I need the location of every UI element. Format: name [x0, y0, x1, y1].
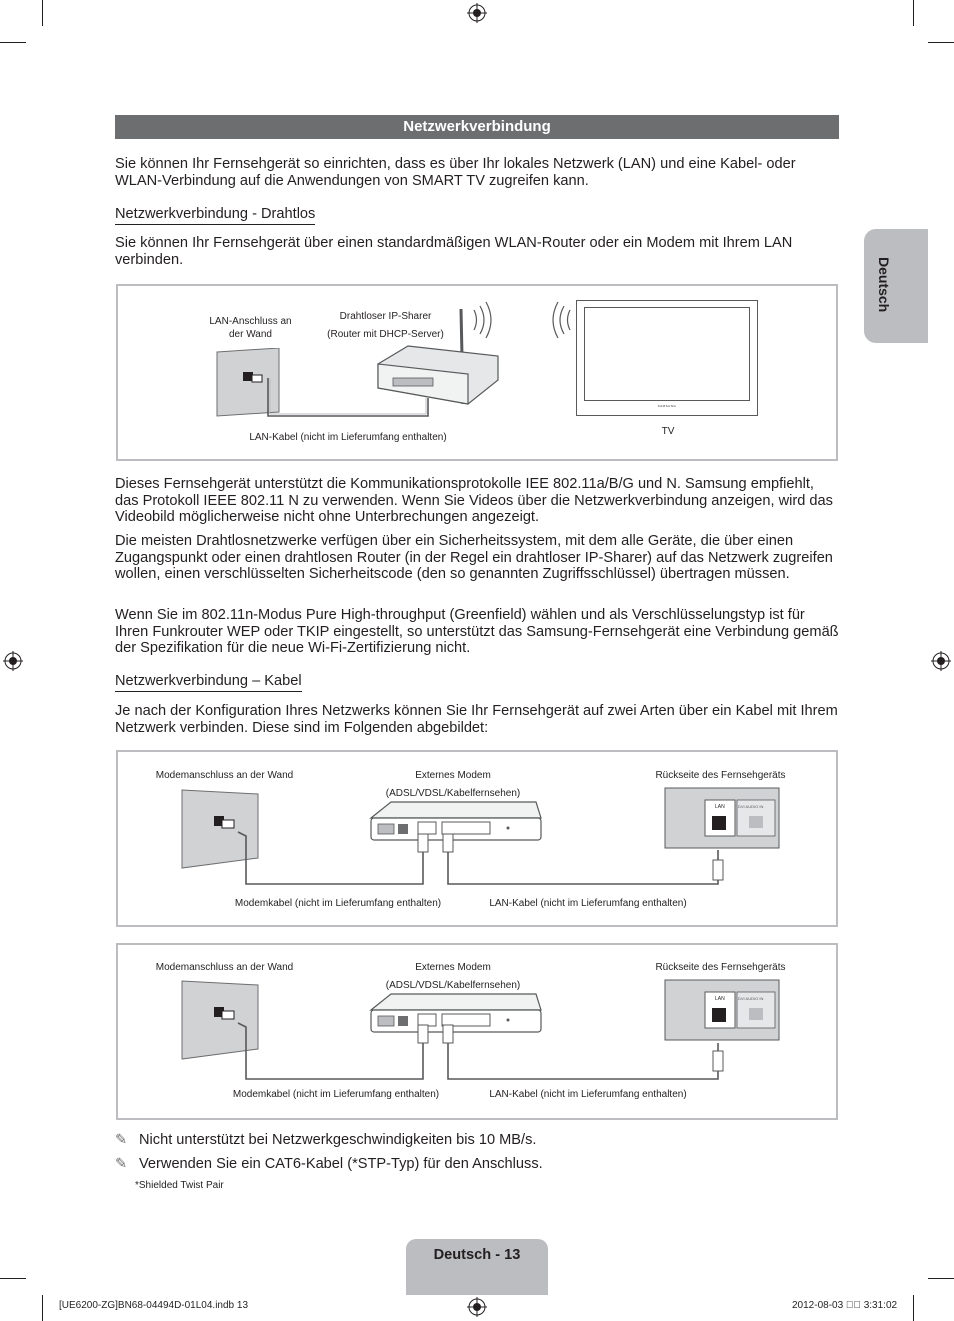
lan-cable-label: LAN-Kabel (nicht im Lieferumfang enthalten) [489, 1089, 687, 1100]
crop-mark [928, 42, 954, 43]
wireless-heading: Netzwerkverbindung - Drahtlos [115, 205, 315, 225]
tv-back-label: Rückseite des Fernsehgeräts [655, 962, 786, 973]
external-modem-label-line1: Externes Modem [415, 962, 491, 973]
wired-intro: Je nach der Konfiguration Ihres Netzwerks können Sie Ihr Fernsehgerät auf zwei Arten über ein Kabel mit Ihrem Netzwerk verbinden. Diese sind im Folgenden abgebildet: [115, 703, 838, 736]
router-label-line2: (Router mit DHCP-Server) [327, 329, 444, 340]
wired-diagram-2 [116, 943, 838, 1120]
footnote: *Shielded Twist Pair [135, 1180, 224, 1191]
wired-cables [218, 822, 738, 892]
greenfield-paragraph: Wenn Sie im 802.11n-Modus Pure High-throughput (Greenfield) wählen und als Verschlüsselungstyp ist für Ihren Funkrouter WEP oder TKIP eingestellt, so unterstützt das Samsung-Fernsehgerät eine Verbindung gemäß der Spezifikation für die neue Wi-Fi-Zertifizierung nicht. [115, 607, 839, 657]
crop-mark [928, 1278, 954, 1279]
note-pencil-icon: ✎ [115, 1156, 128, 1172]
lan-port-label: LAN [715, 804, 725, 810]
registration-mark-icon [3, 651, 23, 671]
note-speed-text: Nicht unterstützt bei Netzwerkgeschwindigkeiten bis 10 MB/s. [139, 1132, 537, 1148]
router-label-line1: Drahtloser IP-Sharer [339, 311, 432, 322]
crop-mark [42, 0, 43, 26]
note-speed [115, 1132, 536, 1149]
wall-lan-label [198, 315, 303, 341]
tv-illustration [576, 300, 758, 416]
tv-screen [584, 307, 750, 401]
print-slug-file: [UE6200-ZG]BN68-04494D-01L04.indb 13 [59, 1300, 249, 1311]
modem-wall-label: Modemanschluss an der Wand [155, 962, 294, 973]
wired-cables [218, 1013, 738, 1083]
registration-mark-icon [467, 3, 487, 23]
note-pencil-icon: ✎ [115, 1132, 128, 1148]
security-paragraph: Die meisten Drahtlosnetzwerke verfügen über ein Sicherheitssystem, mit dem alle Geräte, die über einen Zugangspunkt oder einen drahtlosen Router (in der Regel ein drahtloser IP-Sharer) auf das Netzwerk zugreifen wollen, einen verschlüsselten Sicherheitscode (den so genannten Zugriffsschlüssel) übertragen müssen. [115, 533, 833, 583]
intro-paragraph: Sie können Ihr Fernsehgerät so einrichten, dass es über Ihr lokales Netzwerk (LAN) und eine Kabel- oder WLAN-Verbindung auf die Anwendungen von SMART TV zugreifen kann. [115, 156, 796, 189]
external-modem-label-line2: (ADSL/VDSL/Kabelfernsehen) [385, 980, 521, 991]
external-modem-label [373, 769, 533, 800]
registration-mark-icon [467, 1297, 487, 1317]
crop-mark [42, 1295, 43, 1321]
modem-wall-label: Modemanschluss an der Wand [155, 770, 294, 781]
page-number-tab: Deutsch - 13 [406, 1239, 548, 1295]
wired-diagram-1 [116, 750, 838, 927]
tv-back-label: Rückseite des Fernsehgeräts [655, 770, 786, 781]
crop-mark [913, 0, 914, 26]
crop-mark [0, 1278, 26, 1279]
lan-cable-label: LAN-Kabel (nicht im Lieferumfang enthalten) [249, 432, 447, 443]
registration-mark-icon [931, 651, 951, 671]
print-slug-date: 2012-08-03 ￿￿ 3:31:02 [792, 1300, 898, 1311]
external-modem-label [373, 961, 533, 992]
wired-heading: Netzwerkverbindung – Kabel [115, 672, 302, 692]
lan-cable-label: LAN-Kabel (nicht im Lieferumfang enthalten) [489, 898, 687, 909]
router-wifi-signal-icon [468, 300, 498, 340]
crop-mark [0, 42, 26, 43]
external-modem-label-line2: (ADSL/VDSL/Kabelfernsehen) [385, 788, 521, 799]
wireless-diagram [116, 284, 838, 461]
wall-lan-label-line2: der Wand [229, 329, 272, 340]
modem-cable-label: Modemkabel (nicht im Lieferumfang enthalten) [232, 1089, 440, 1100]
lan-port-label: LAN [715, 996, 725, 1002]
dvi-audio-port-label: DVI AUDIO IN [738, 804, 764, 809]
wireless-intro: Sie können Ihr Fernsehgerät über einen standardmäßigen WLAN-Router oder ein Modem mit Ihrem LAN verbinden. [115, 235, 793, 268]
dvi-audio-port-label: DVI AUDIO IN [738, 996, 764, 1001]
language-side-tab-label: Deutsch [876, 257, 892, 313]
tv-wifi-signal-icon [546, 300, 576, 340]
lan-cable-line [266, 376, 441, 421]
section-title: Netzwerkverbindung [115, 115, 839, 139]
note-cable-text: Verwenden Sie ein CAT6-Kabel (*STP-Typ) für den Anschluss. [139, 1156, 543, 1172]
language-side-tab [864, 229, 928, 343]
note-cable [115, 1156, 543, 1173]
wall-lan-label-line1: LAN-Anschluss an [209, 316, 292, 327]
protocol-paragraph: Dieses Fernsehgerät unterstützt die Kommunikationsprotokolle IEE 802.11a/B/G und N. Samsung empfiehlt, das Protokoll IEEE 802.11 N zu verwenden. Wenn Sie Videos über die Netzwerkverbindung anzeigen, wird das Videobild möglicherweise nicht ohne Unterbrechungen angezeigt. [115, 476, 833, 526]
tv-label: TV [661, 426, 675, 437]
crop-mark [913, 1295, 914, 1321]
modem-cable-label: Modemkabel (nicht im Lieferumfang enthalten) [234, 898, 442, 909]
tv-brand-logo: SAMSUNG [657, 404, 677, 408]
external-modem-label-line1: Externes Modem [415, 770, 491, 781]
